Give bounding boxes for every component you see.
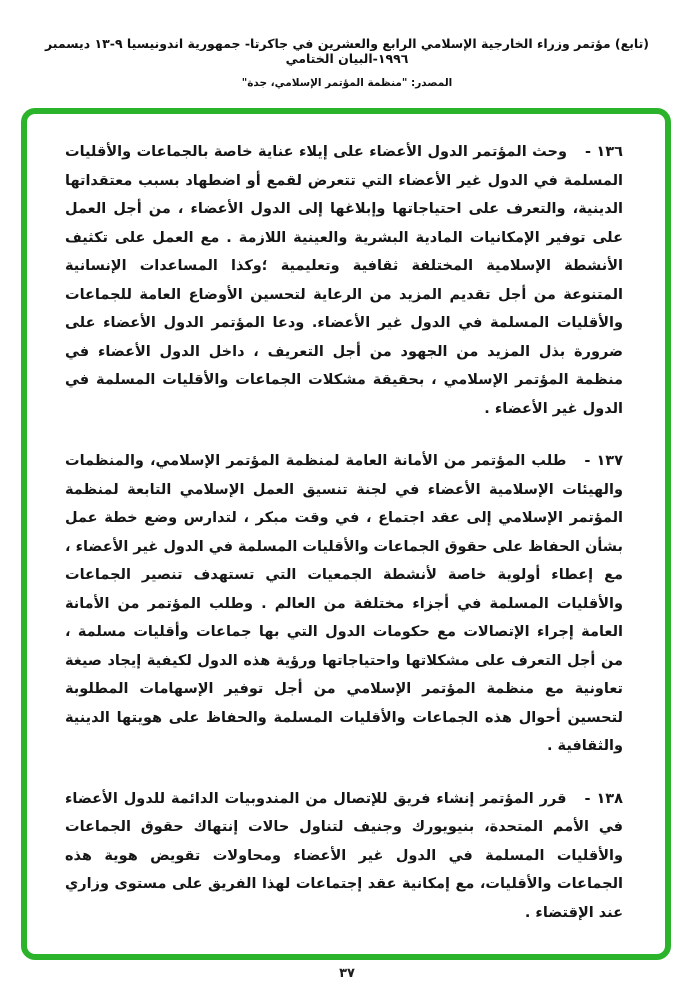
document-title: (تابع) مؤتمر وزراء الخارجية الإسلامي الرابع والعشرين في جاكرتا- جمهورية اندونيسيا ٩-١٣ ديسمبر ١٩٩٦-البيان الختامي xyxy=(45,36,649,66)
paragraph xyxy=(65,138,623,423)
paragraph-number: ١٣٨ - xyxy=(584,790,623,807)
paragraph-text xyxy=(65,957,623,960)
green-border-content-box xyxy=(21,108,671,960)
paragraph-text: قرر المؤتمر إنشاء فريق للإتصال من المندوبيات الدائمة للدول الأعضاء في الأمم المتحدة، بنيويورك وجنيف لتناول حالات إنتهاك حقوق الجماعات والأقليات المسلمة في الدول غير الأعضاء ومحاولات تقويض هوية هذه الجماعات والأقليات، مع إمكانية عقد إجتماعات لهذا الفريق على مستوى وزاري عند الإقتضاء . xyxy=(65,790,623,921)
paragraph xyxy=(65,447,623,761)
paragraph-number: ١٣٧ - xyxy=(584,453,624,469)
page-number: ٣٧ xyxy=(339,966,355,981)
paragraph-text: وحث المؤتمر الدول الأعضاء على إيلاء عناية خاصة بالجماعات والأقليات المسلمة في الدول غير الأعضاء التي تتعرض لقمع أو اضطهاد بسبب معتقداتها الدينية، والتعرف على احتياجاتها وإبلاغها إلى الدول الأعضاء ، من أجل العمل على توفير الإمكانيات المادية البشرية والعينية اللازمة . مع العمل على تكثيف الأنشطة الإسلامية المختلفة ثقافية وتعليمية ؛وكذا المساعدات الإنسانية المتنوعة من أجل تقديم المزيد من الرعاية لتحسين الأوضاع العامة للجماعات والأقليات المسلمة في الدول غير الأعضاء. ودعا المؤتمر الدول الأعضاء على ضرورة بذل المزيد من الجهود من أجل التعريف ، داخل الدول الأعضاء في منظمة المؤتمر الإسلامي ، بحقيقة مشكلات الجماعات والأقليات المسلمة في الدول غير الأعضاء . xyxy=(65,144,623,417)
paragraph-text: طلب المؤتمر من الأمانة العامة لمنظمة المؤتمر الإسلامي، والمنظمات والهيئات الإسلامية الأعضاء في لجنة تنسيق العمل الإسلامي التابعة لمنظمة المؤتمر الإسلامي إلى عقد اجتماع ، في وقت مبكر ، لتدارس وضع خطة عمل بشأن الحفاظ على حقوق الجماعات والأقليات المسلمة في الدول غير الأعضاء ، مع إعطاء أولوية خاصة لأنشطة الجمعيات التي تستهدف تنصير الجماعات والأقليات المسلمة في أجزاء مختلفة من العالم . وطلب المؤتمر من الأمانة العامة إجراء الإتصالات مع حكومات الدول التي بها جماعات وأقليات مسلمة ، من أجل التعرف على مشكلاتها واحتياجاتها ورؤية هذه الدول لكيفية إيجاد صيغة تعاونية مع منظمة المؤتمر الإسلامي من أجل توفير الإسهامات المطلوبة لتحسين أحوال هذه الجماعات والأقليات المسلمة والحفاظ على هويتها الدينية والثقافية . xyxy=(65,453,623,754)
document-header xyxy=(0,36,694,89)
document-source-line: المصدر: "منظمة المؤتمر الإسلامي، جدة" xyxy=(241,77,453,89)
paragraph-number: ١٣٦ - xyxy=(584,144,623,160)
paragraph xyxy=(65,785,623,928)
paragraph-number xyxy=(585,957,623,960)
paragraph xyxy=(65,951,623,960)
